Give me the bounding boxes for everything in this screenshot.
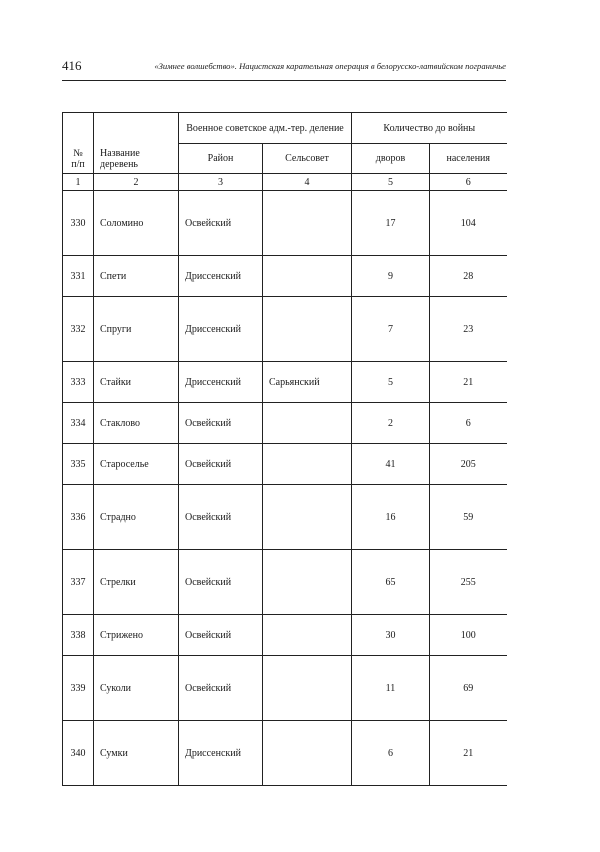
district: Освейский	[179, 656, 263, 721]
table-row	[63, 721, 507, 786]
village-name: Стаклово	[94, 403, 179, 444]
population-count: 100	[430, 615, 507, 656]
column-index: 5	[352, 174, 430, 191]
running-title: «Зимнее волшебство». Нацистская карательная операция в белорусско-латвийском пограничье	[154, 61, 506, 71]
households-count: 65	[352, 550, 430, 615]
table-row	[63, 403, 507, 444]
header-district: Район	[179, 144, 263, 174]
population-count: 59	[430, 485, 507, 550]
district: Освейский	[179, 403, 263, 444]
district: Освейский	[179, 191, 263, 256]
table-row	[63, 656, 507, 721]
population-count: 21	[430, 721, 507, 786]
header-selsovet: Сельсовет	[263, 144, 352, 174]
row-number: 330	[63, 191, 94, 256]
column-index-row	[63, 174, 507, 191]
village-name: Страдно	[94, 485, 179, 550]
selsovet	[263, 721, 352, 786]
table-row	[63, 191, 507, 256]
header-prewar-count: Количество до войны	[352, 113, 507, 144]
column-index: 3	[179, 174, 263, 191]
header-population: населения	[430, 144, 507, 174]
page-header	[62, 58, 506, 81]
row-number: 340	[63, 721, 94, 786]
households-count: 30	[352, 615, 430, 656]
row-number: 334	[63, 403, 94, 444]
header-village-name: Название деревень	[94, 113, 179, 174]
selsovet: Сарьянский	[263, 362, 352, 403]
district: Освейский	[179, 444, 263, 485]
header-admin-division: Военное советское адм.-тер. деление	[179, 113, 352, 144]
population-count: 104	[430, 191, 507, 256]
district: Освейский	[179, 615, 263, 656]
selsovet	[263, 615, 352, 656]
village-name: Староселье	[94, 444, 179, 485]
households-count: 2	[352, 403, 430, 444]
households-count: 17	[352, 191, 430, 256]
villages-table	[62, 112, 507, 786]
population-count: 28	[430, 256, 507, 297]
district: Дриссенский	[179, 721, 263, 786]
district: Освейский	[179, 550, 263, 615]
households-count: 6	[352, 721, 430, 786]
district: Освейский	[179, 485, 263, 550]
row-number: 339	[63, 656, 94, 721]
selsovet	[263, 485, 352, 550]
column-index: 4	[263, 174, 352, 191]
header-households: дворов	[352, 144, 430, 174]
table-row	[63, 362, 507, 403]
population-count: 205	[430, 444, 507, 485]
households-count: 41	[352, 444, 430, 485]
selsovet	[263, 656, 352, 721]
table-row	[63, 444, 507, 485]
row-number: 335	[63, 444, 94, 485]
village-name: Суколи	[94, 656, 179, 721]
population-count: 69	[430, 656, 507, 721]
table-row	[63, 550, 507, 615]
row-number: 333	[63, 362, 94, 403]
table-row	[63, 485, 507, 550]
households-count: 9	[352, 256, 430, 297]
header-number: № п/п	[63, 113, 94, 174]
selsovet	[263, 550, 352, 615]
row-number: 338	[63, 615, 94, 656]
row-number: 331	[63, 256, 94, 297]
table-row	[63, 256, 507, 297]
row-number: 332	[63, 297, 94, 362]
village-name: Спети	[94, 256, 179, 297]
households-count: 16	[352, 485, 430, 550]
selsovet	[263, 444, 352, 485]
population-count: 6	[430, 403, 507, 444]
page-number: 416	[62, 58, 82, 73]
table-row	[63, 297, 507, 362]
village-name: Сумки	[94, 721, 179, 786]
population-count: 21	[430, 362, 507, 403]
village-name: Стрелки	[94, 550, 179, 615]
population-count: 255	[430, 550, 507, 615]
households-count: 7	[352, 297, 430, 362]
column-index: 1	[63, 174, 94, 191]
district: Дриссенский	[179, 297, 263, 362]
district: Дриссенский	[179, 362, 263, 403]
selsovet	[263, 297, 352, 362]
village-name: Спруги	[94, 297, 179, 362]
village-name: Стайки	[94, 362, 179, 403]
households-count: 11	[352, 656, 430, 721]
district: Дриссенский	[179, 256, 263, 297]
row-number: 336	[63, 485, 94, 550]
village-name: Соломино	[94, 191, 179, 256]
selsovet	[263, 191, 352, 256]
column-index: 6	[430, 174, 507, 191]
households-count: 5	[352, 362, 430, 403]
selsovet	[263, 256, 352, 297]
column-index: 2	[94, 174, 179, 191]
table-row	[63, 615, 507, 656]
population-count: 23	[430, 297, 507, 362]
village-name: Стрижено	[94, 615, 179, 656]
row-number: 337	[63, 550, 94, 615]
selsovet	[263, 403, 352, 444]
